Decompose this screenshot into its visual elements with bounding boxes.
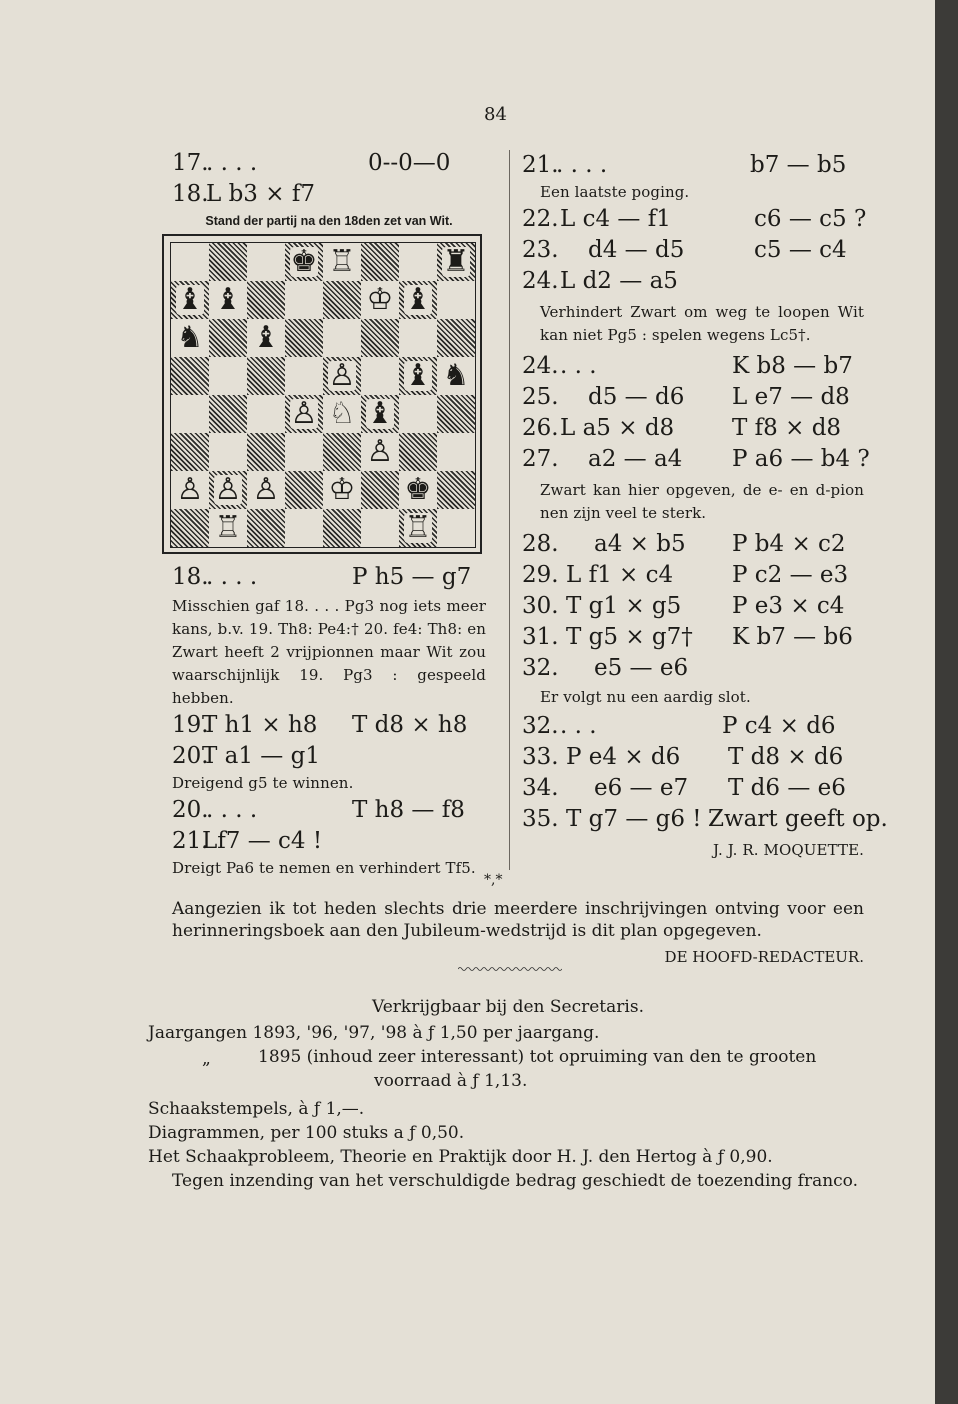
ads-line: Schaakstempels, à ƒ 1,—. [148,1099,365,1119]
square-b8 [209,243,247,281]
square-f4 [361,395,399,433]
ads-line: Het Schaakprobleem, Theorie en Praktijk door H. J. den Hertog à ƒ 0,90. [148,1147,773,1167]
square-c5 [247,357,285,395]
move-28: 28. a4 × b5 P b4 × c2 [522,531,846,557]
ads-line: Jaargangen 1893, '96, '97, '98 à ƒ 1,50 per jaargang. [148,1023,600,1043]
move-33: 33. P e4 × d6 T d8 × d6 [522,744,844,770]
square-b2 [209,471,247,509]
square-d7 [285,281,323,319]
square-a1 [171,509,209,547]
square-g2 [399,471,437,509]
annotation-note: Dreigend g5 te winnen. [172,774,354,792]
square-g6 [399,319,437,357]
square-f6 [361,319,399,357]
ads-line: Diagrammen, per 100 stuks a ƒ 0,50. [148,1123,465,1143]
page-number: 84 [484,104,507,125]
chess-piece: ♔ [366,282,394,317]
move-21-black: 21. . . . . b7 — b5 [522,152,847,178]
chess-piece: ♝ [404,282,432,317]
move-24: 24. L d2 — a5 [522,268,678,294]
square-d2 [285,471,323,509]
square-e3 [323,433,361,471]
move-23: 23. d4 — d5 c5 — c4 [522,237,847,263]
square-e2 [323,471,361,509]
square-e4 [323,395,361,433]
right-column [522,150,888,862]
annotation-note: Zwart kan hier opgeven, de e- en d-pion nen zijn veel te sterk. [540,481,864,522]
move-19: 19. T h1 × h8 T d8 × h8 [172,712,468,738]
chess-piece: ♖ [404,510,432,545]
square-g8 [399,243,437,281]
square-h5 [437,357,475,395]
square-e1 [323,509,361,547]
diagram-caption: Stand der partij na den 18den zet van Wit. [205,214,453,228]
chess-piece: ♚ [404,472,432,507]
signature: J. J. R. MOQUETTE. [713,841,864,859]
square-g3 [399,433,437,471]
square-f3 [361,433,399,471]
move-31: 31. T g5 × g7† K b7 — b6 [522,624,853,650]
chess-piece: ♙ [366,434,394,469]
square-c2 [247,471,285,509]
chess-piece: ♞ [442,358,470,393]
square-a4 [171,395,209,433]
ads-heading: Verkrijgbaar bij den Secretaris. [372,997,644,1017]
square-b7 [209,281,247,319]
annotation-note: Misschien gaf 18. . . . Pg3 nog iets meer kans, b.v. 19. Th8: Pe4:† 20. fe4: Th8: en Zwart heeft 2 vrijpionnen maar Wit zou waarschijnlijk 19. Pg3 : gespeeld hebben. [172,597,486,707]
square-d1 [285,509,323,547]
move-20: 20. T a1 — g1 [172,743,320,769]
square-a6 [171,319,209,357]
chess-piece: ♚ [290,244,318,279]
page-edge [935,0,958,1404]
chess-piece: ♝ [366,396,394,431]
square-f7 [361,281,399,319]
square-b3 [209,433,247,471]
square-e7 [323,281,361,319]
chess-piece: ♖ [328,244,356,279]
square-g5 [399,357,437,395]
annotation-note: Een laatste poging. [540,183,690,201]
chess-piece: ♝ [214,282,242,317]
square-b5 [209,357,247,395]
move-30: 30. T g1 × g5 P e3 × c4 [522,593,845,619]
square-g4 [399,395,437,433]
chess-piece: ♙ [252,472,280,507]
move-29: 29. L f1 × c4 P c2 — e3 [522,562,849,588]
square-c8 [247,243,285,281]
move-32: 32. e5 — e6 [522,655,689,681]
square-g7 [399,281,437,319]
square-a8 [171,243,209,281]
annotation-note: Er volgt nu een aardig slot. [540,688,751,706]
move-35: 35. T g7 — g6 ! Zwart geeft op. [522,806,888,832]
square-c7 [247,281,285,319]
square-h6 [437,319,475,357]
square-c3 [247,433,285,471]
move-25: 25. d5 — d6 L e7 — d8 [522,384,850,410]
square-d4 [285,395,323,433]
move-27: 27. a2 — a4 P a6 — b4 ? [522,446,870,472]
announcement-signature: DE HOOFD-REDACTEUR. [664,948,864,966]
announcement: Aangezien ik tot heden slechts drie meerdere inschrijvingen ontving voor een herinneringsboek aan den Jubileum-wedstrijd is dit plan opgegeven. [172,899,864,941]
wavy-divider [458,966,562,972]
square-b6 [209,319,247,357]
square-a3 [171,433,209,471]
chess-piece: ♘ [328,396,356,431]
ads-line: Tegen inzending van het verschuldigde bedrag geschiedt de toezending franco. [172,1171,859,1191]
ads-line: voorraad à ƒ 1,13. [374,1071,528,1091]
annotation-note: Dreigt Pa6 te nemen en verhindert Tf5. [172,859,476,877]
square-g1 [399,509,437,547]
square-b1 [209,509,247,547]
move-21: 21. Lf7 — c4 ! [172,828,323,854]
chess-board [170,242,476,548]
move-24-black: 24. . . . K b8 — b7 [522,353,853,379]
annotation-note: Verhindert Zwart om weg te loopen Wit kan niet Pg5 : spelen wegens Lc5†. [540,303,864,344]
move-32-black: 32. . . . P c4 × d6 [522,713,836,739]
square-d8 [285,243,323,281]
square-b4 [209,395,247,433]
chess-piece: ♞ [176,320,204,355]
move-17: 17. . . . . 0--0—0 [172,150,451,176]
square-a5 [171,357,209,395]
chess-piece: ♝ [176,282,204,317]
chess-piece: ♝ [404,358,432,393]
chess-piece: ♜ [442,244,470,279]
chess-piece: ♙ [176,472,204,507]
move-20-black: 20. . . . . T h8 — f8 [172,797,465,823]
move-22: 22. L c4 — f1 c6 — c5 ? [522,206,867,232]
square-c1 [247,509,285,547]
chess-piece: ♝ [252,320,280,355]
square-c6 [247,319,285,357]
chess-piece: ♙ [214,472,242,507]
square-e6 [323,319,361,357]
square-h8 [437,243,475,281]
chess-piece: ♙ [328,358,356,393]
chess-piece: ♔ [328,472,356,507]
ads-line: 1895 (inhoud zeer interessant) tot opruiming van den te grooten [258,1047,817,1067]
asterism: *,* [484,872,503,888]
move-34: 34. e6 — e7 T d6 — e6 [522,775,846,801]
square-f2 [361,471,399,509]
square-d6 [285,319,323,357]
move-18: 18. L b3 × f7 [172,181,315,207]
square-e8 [323,243,361,281]
square-h4 [437,395,475,433]
left-column [172,148,486,880]
square-f1 [361,509,399,547]
chess-piece: ♙ [290,396,318,431]
ditto-mark: „ [202,1049,211,1069]
square-f5 [361,357,399,395]
chess-piece: ♖ [214,510,242,545]
column-divider [509,150,510,870]
chess-diagram [162,234,482,554]
square-h7 [437,281,475,319]
square-f8 [361,243,399,281]
square-h3 [437,433,475,471]
square-h2 [437,471,475,509]
square-h1 [437,509,475,547]
square-d3 [285,433,323,471]
square-e5 [323,357,361,395]
square-a2 [171,471,209,509]
square-d5 [285,357,323,395]
square-a7 [171,281,209,319]
move-18-black: 18. . . . . P h5 — g7 [172,564,472,590]
square-c4 [247,395,285,433]
move-26: 26. L a5 × d8 T f8 × d8 [522,415,842,441]
